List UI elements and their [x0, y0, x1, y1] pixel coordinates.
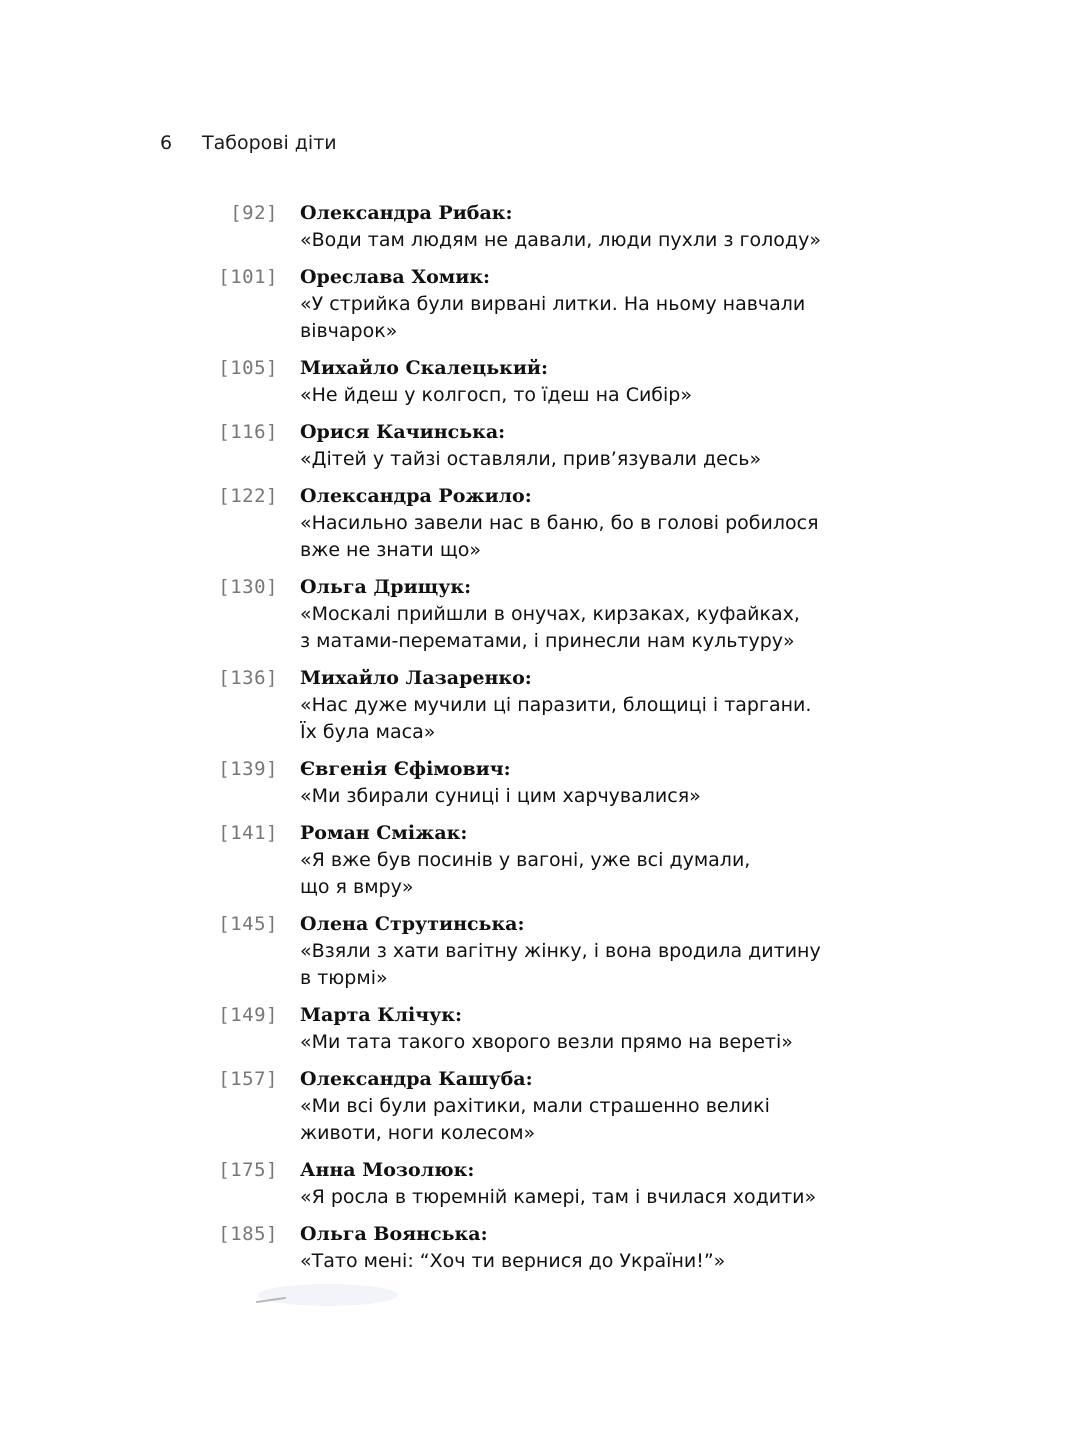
- entry-page-ref: [141]: [218, 822, 278, 844]
- entry-quote: «Москалі прийшли в онучах, кирзаках, куфайках, з матами-перематами, і принесли нам культуру»: [300, 603, 800, 652]
- contents-entry: [200, 200, 900, 254]
- entry-page-ref: [149]: [218, 1004, 278, 1026]
- entry-quote: «Я вже був посинів у вагоні, уже всі думали, що я вмру»: [300, 849, 751, 898]
- contents-entry: [200, 1157, 900, 1211]
- entry-page-ref: [175]: [218, 1159, 278, 1181]
- entry-page-ref: [136]: [218, 667, 278, 689]
- entry-name: Євгенія Єфімович:: [300, 758, 511, 780]
- entry-name: Орися Качинська:: [300, 421, 506, 443]
- entry-page-ref: [185]: [218, 1223, 278, 1245]
- entry-quote: «Насильно завели нас в баню, бо в голові робилося вже не знати що»: [300, 512, 819, 561]
- entry-quote: «Ми тата такого хворого везли прямо на вереті»: [300, 1031, 793, 1053]
- entry-name: Олександра Кашуба:: [300, 1068, 533, 1090]
- entry-quote: «Ми збирали суниці і цим харчувалися»: [300, 785, 701, 807]
- entry-quote: «Води там людям не давали, люди пухли з голоду»: [300, 229, 821, 251]
- contents-entry: [200, 264, 900, 345]
- entry-page-ref: [105]: [218, 357, 278, 379]
- contents-entry: [200, 355, 900, 409]
- contents-entry: [200, 1002, 900, 1056]
- contents-entry: [200, 665, 900, 746]
- entry-page-ref: [130]: [218, 576, 278, 598]
- entry-quote: «У стрийка були вирвані литки. На ньому навчали вівчарок»: [300, 293, 806, 342]
- entry-name: Анна Мозолюк:: [300, 1159, 475, 1181]
- contents-entry: [200, 756, 900, 810]
- scan-smudge: [258, 1284, 398, 1306]
- entry-quote: «Не йдеш у колгосп, то їдеш на Сибір»: [300, 384, 692, 406]
- contents-entry: [200, 820, 900, 901]
- entry-name: Ольга Воянська:: [300, 1223, 488, 1245]
- entry-quote: «Дітей у тайзі оставляли, прив’язували десь»: [300, 448, 762, 470]
- entry-page-ref: [139]: [218, 758, 278, 780]
- entry-name: Олександра Рибак:: [300, 202, 513, 224]
- entry-quote: «Взяли з хати вагітну жінку, і вона вродила дитину в тюрмі»: [300, 940, 821, 989]
- entry-quote: «Тато мені: “Хоч ти вернися до України!”»: [300, 1250, 726, 1272]
- contents-entry: [200, 574, 900, 655]
- book-title: Таборові діти: [202, 132, 337, 154]
- contents-list: [200, 200, 900, 1275]
- entry-name: Михайло Лазаренко:: [300, 667, 532, 689]
- entry-quote: «Ми всі були рахітики, мали страшенно великі животи, ноги колесом»: [300, 1095, 770, 1144]
- contents-entry: [200, 1066, 900, 1147]
- entry-name: Роман Сміжак:: [300, 822, 468, 844]
- contents-entry: [200, 419, 900, 473]
- contents-entry: [200, 1221, 900, 1275]
- entry-name: Ореслава Хомик:: [300, 266, 491, 288]
- entry-page-ref: [122]: [218, 485, 278, 507]
- entry-name: Олена Струтинська:: [300, 913, 525, 935]
- entry-page-ref: [92]: [230, 202, 278, 224]
- entry-name: Ольга Дрищук:: [300, 576, 472, 598]
- entry-page-ref: [101]: [218, 266, 278, 288]
- entry-quote: «Я росла в тюремній камері, там і вчилася ходити»: [300, 1186, 817, 1208]
- contents-entry: [200, 483, 900, 564]
- entry-quote: «Нас дуже мучили ці паразити, блощиці і таргани. Їх була маса»: [300, 694, 812, 743]
- entry-page-ref: [145]: [218, 913, 278, 935]
- entry-page-ref: [116]: [218, 421, 278, 443]
- page-number: 6: [160, 132, 173, 154]
- entry-page-ref: [157]: [218, 1068, 278, 1090]
- entry-name: Михайло Скалецький:: [300, 357, 549, 379]
- running-head: [160, 132, 337, 154]
- contents-entry: [200, 911, 900, 992]
- entry-name: Марта Клічук:: [300, 1004, 463, 1026]
- entry-name: Олександра Рожило:: [300, 485, 532, 507]
